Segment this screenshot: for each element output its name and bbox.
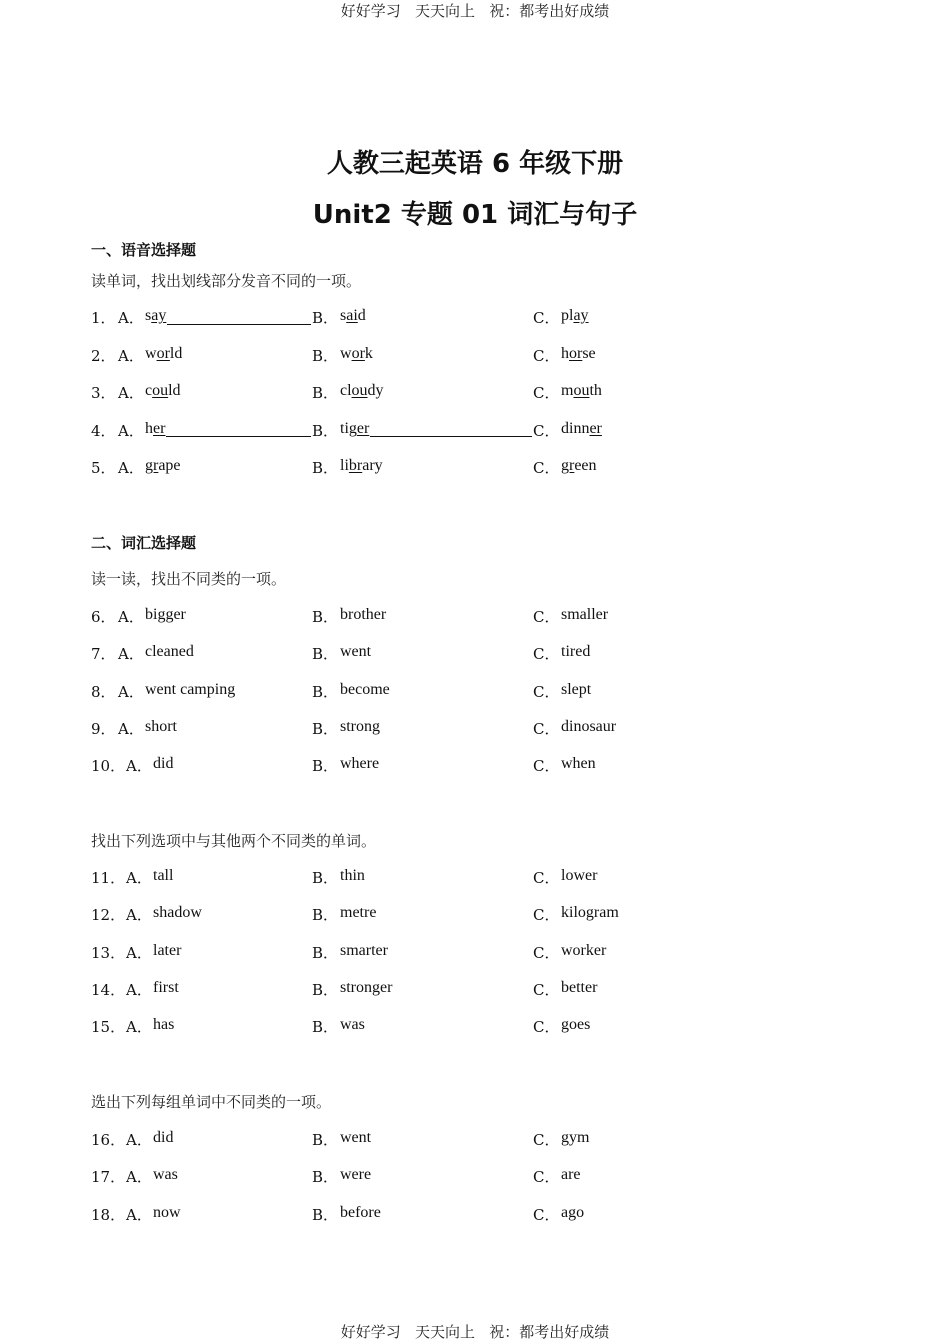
question-row: [0, 1166, 950, 1190]
underlined-letters: or: [569, 344, 583, 362]
question-row: [0, 979, 950, 1003]
option-a-label: A．: [118, 309, 144, 327]
option-c-label: C．: [533, 869, 560, 887]
option-c-word: dinner: [561, 419, 602, 437]
option-a-word: went camping: [145, 680, 236, 698]
question-row: [0, 345, 950, 369]
option-a-word: short: [145, 717, 177, 735]
question-number: 15．: [91, 1018, 126, 1037]
option-a-word: first: [153, 978, 179, 996]
question-number: 8．: [91, 682, 116, 701]
section-instruction-phonics: 读单词，找出划线部分发音不同的一项。: [91, 272, 362, 290]
option-b-label: B．: [312, 1018, 339, 1037]
option-c-word: are: [561, 1166, 581, 1184]
option-a-label: A．: [118, 459, 144, 477]
page-header: 好好学习 天天向上 祝：都考出好成绩: [340, 2, 610, 20]
option-b-label: B．: [312, 682, 339, 701]
section-instruction-odd-one-out: 找出下列选项中与其他两个不同类的单词。: [91, 832, 377, 850]
option-c-label: C．: [533, 421, 560, 440]
option-c-word: better: [561, 978, 598, 996]
option-b-word: cloudy: [340, 382, 384, 399]
option-c-word: goes: [561, 1016, 591, 1034]
option-a-label: A．: [126, 757, 152, 776]
underlined-letters: or: [351, 344, 365, 362]
option-c-word: dinosaur: [561, 717, 617, 735]
page-subtitle: Unit2 专题 01 词汇与句子: [312, 200, 638, 230]
option-a-word: her: [145, 419, 166, 437]
option-b-label: B．: [312, 1131, 339, 1149]
option-b-word: smarter: [340, 941, 388, 959]
underlined-letters: ou: [351, 382, 368, 399]
option-b-word: went: [340, 1129, 372, 1146]
option-c-word: horse: [561, 344, 596, 362]
question-number: 9．: [91, 719, 116, 738]
option-b-label: B．: [312, 1205, 339, 1224]
option-b-word: become: [340, 680, 390, 698]
blank-line: [166, 436, 311, 437]
option-a-word: world: [145, 344, 183, 362]
underlined-letters: er: [589, 419, 602, 437]
question-row: [0, 942, 950, 966]
underlined-letters: ay: [573, 307, 589, 324]
option-b-word: where: [340, 755, 380, 773]
question-row: [0, 867, 950, 891]
question-row: [0, 457, 950, 481]
question-row: [0, 718, 950, 742]
question-number: 4．: [91, 421, 116, 440]
option-a-word: shadow: [153, 904, 202, 922]
question-number: 5．: [91, 459, 116, 477]
option-b-word: tiger: [340, 419, 370, 437]
option-a-word: say: [145, 307, 167, 324]
underlined-letters: er: [153, 419, 166, 437]
option-b-label: B．: [312, 346, 339, 365]
question-number: 6．: [91, 608, 116, 626]
option-c-label: C．: [533, 608, 560, 626]
option-b-word: were: [340, 1166, 372, 1184]
question-number: 11．: [91, 869, 126, 887]
option-a-word: grape: [145, 457, 181, 474]
option-a-word: bigger: [145, 606, 186, 623]
option-c-label: C．: [533, 346, 560, 365]
option-a-label: A．: [118, 682, 144, 701]
option-a-label: A．: [118, 719, 144, 738]
option-b-label: B．: [312, 645, 339, 664]
option-b-word: strong: [340, 717, 380, 735]
blank-line: [370, 436, 532, 437]
option-a-label: A．: [126, 906, 152, 925]
option-a-word: later: [153, 941, 182, 959]
option-a-word: was: [153, 1166, 178, 1184]
option-c-word: smaller: [561, 606, 609, 623]
option-a-label: A．: [126, 1168, 152, 1187]
question-number: 14．: [91, 980, 126, 999]
question-number: 3．: [91, 384, 116, 402]
option-c-word: mouth: [561, 382, 602, 399]
underlined-letters: ou: [573, 382, 590, 399]
option-c-label: C．: [533, 980, 560, 999]
option-a-label: A．: [118, 608, 144, 626]
option-a-label: A．: [118, 645, 144, 664]
option-c-word: slept: [561, 680, 592, 698]
question-row: [0, 755, 950, 779]
option-c-label: C．: [533, 719, 560, 738]
question-number: 10．: [91, 757, 126, 776]
option-a-label: A．: [126, 943, 152, 962]
option-a-label: A．: [118, 421, 144, 440]
option-c-word: green: [561, 457, 597, 474]
option-a-word: did: [153, 1129, 174, 1146]
option-b-word: went: [340, 643, 372, 661]
option-c-word: gym: [561, 1129, 590, 1146]
question-row: [0, 420, 950, 444]
question-number: 13．: [91, 943, 126, 962]
option-c-word: tired: [561, 643, 591, 661]
option-c-label: C．: [533, 384, 560, 402]
option-c-word: when: [561, 755, 596, 773]
option-a-label: A．: [126, 1018, 152, 1037]
option-b-label: B．: [312, 869, 339, 887]
question-number: 18．: [91, 1205, 126, 1224]
option-a-word: did: [153, 755, 174, 773]
option-c-label: C．: [533, 682, 560, 701]
option-b-label: B．: [312, 943, 339, 962]
option-b-label: B．: [312, 309, 339, 327]
option-a-word: could: [145, 382, 181, 399]
underlined-letters: gr: [145, 457, 159, 474]
option-c-word: play: [561, 307, 589, 324]
option-a-label: A．: [126, 869, 152, 887]
option-a-word: has: [153, 1016, 175, 1034]
option-c-label: C．: [533, 459, 560, 477]
option-b-word: metre: [340, 904, 377, 922]
option-b-word: brother: [340, 606, 387, 623]
option-b-word: was: [340, 1016, 365, 1034]
question-number: 17．: [91, 1168, 126, 1187]
option-c-label: C．: [533, 1168, 560, 1187]
option-c-word: ago: [561, 1203, 585, 1221]
option-a-word: now: [153, 1203, 181, 1221]
option-c-word: worker: [561, 941, 607, 959]
underlined-letters: ay: [151, 307, 167, 324]
option-c-label: C．: [533, 943, 560, 962]
blank-line: [167, 324, 311, 325]
option-b-label: B．: [312, 1168, 339, 1187]
option-b-label: B．: [312, 384, 339, 402]
question-row: [0, 1204, 950, 1228]
underlined-letters: er: [356, 419, 370, 437]
page-title: 人教三起英语 6 年级下册: [326, 149, 624, 179]
option-a-label: A．: [126, 1205, 152, 1224]
option-c-label: C．: [533, 1205, 560, 1224]
underlined-letters: br: [348, 457, 363, 474]
option-c-label: C．: [533, 1131, 560, 1149]
question-row: [0, 643, 950, 667]
question-number: 7．: [91, 645, 116, 664]
option-a-label: A．: [126, 1131, 152, 1149]
option-c-word: lower: [561, 867, 598, 884]
section-instruction-word-groups: 选出下列每组单词中不同类的一项。: [91, 1093, 332, 1111]
question-row: [0, 681, 950, 705]
option-a-word: cleaned: [145, 643, 194, 661]
option-c-word: kilogram: [561, 904, 619, 922]
section-heading-phonics: 一、语音选择题: [91, 241, 197, 259]
option-b-label: B．: [312, 608, 339, 626]
question-row: [0, 307, 950, 331]
option-b-word: work: [340, 344, 373, 362]
section-heading-vocabulary: 二、词汇选择题: [91, 534, 197, 552]
option-b-label: B．: [312, 421, 339, 440]
option-c-label: C．: [533, 757, 560, 776]
option-a-label: A．: [126, 980, 152, 999]
option-b-label: B．: [312, 459, 339, 477]
question-row: [0, 382, 950, 406]
question-number: 2．: [91, 346, 116, 365]
option-b-label: B．: [312, 757, 339, 776]
option-b-label: B．: [312, 719, 339, 738]
underlined-letters: gr: [561, 457, 575, 474]
question-row: [0, 904, 950, 928]
option-c-label: C．: [533, 906, 560, 925]
option-a-label: A．: [118, 346, 144, 365]
option-b-word: before: [340, 1203, 381, 1221]
option-b-word: stronger: [340, 978, 393, 996]
underlined-letters: ou: [152, 382, 169, 399]
section-instruction-vocabulary: 读一读，找出不同类的一项。: [91, 570, 287, 588]
option-b-label: B．: [312, 980, 339, 999]
option-b-word: said: [340, 307, 366, 324]
question-row: [0, 1016, 950, 1040]
option-c-label: C．: [533, 309, 560, 327]
question-row: [0, 1129, 950, 1153]
question-row: [0, 606, 950, 630]
page-footer: 好好学习 天天向上 祝：都考出好成绩: [340, 1323, 610, 1341]
option-a-label: A．: [118, 384, 144, 402]
question-number: 1．: [91, 309, 116, 327]
option-b-word: thin: [340, 867, 365, 884]
option-b-word: library: [340, 457, 383, 474]
option-b-label: B．: [312, 906, 339, 925]
question-number: 16．: [91, 1131, 126, 1149]
option-c-label: C．: [533, 1018, 560, 1037]
option-c-label: C．: [533, 645, 560, 664]
underlined-letters: or: [156, 344, 170, 362]
question-number: 12．: [91, 906, 126, 925]
underlined-letters: ai: [346, 307, 358, 324]
option-a-word: tall: [153, 867, 174, 884]
